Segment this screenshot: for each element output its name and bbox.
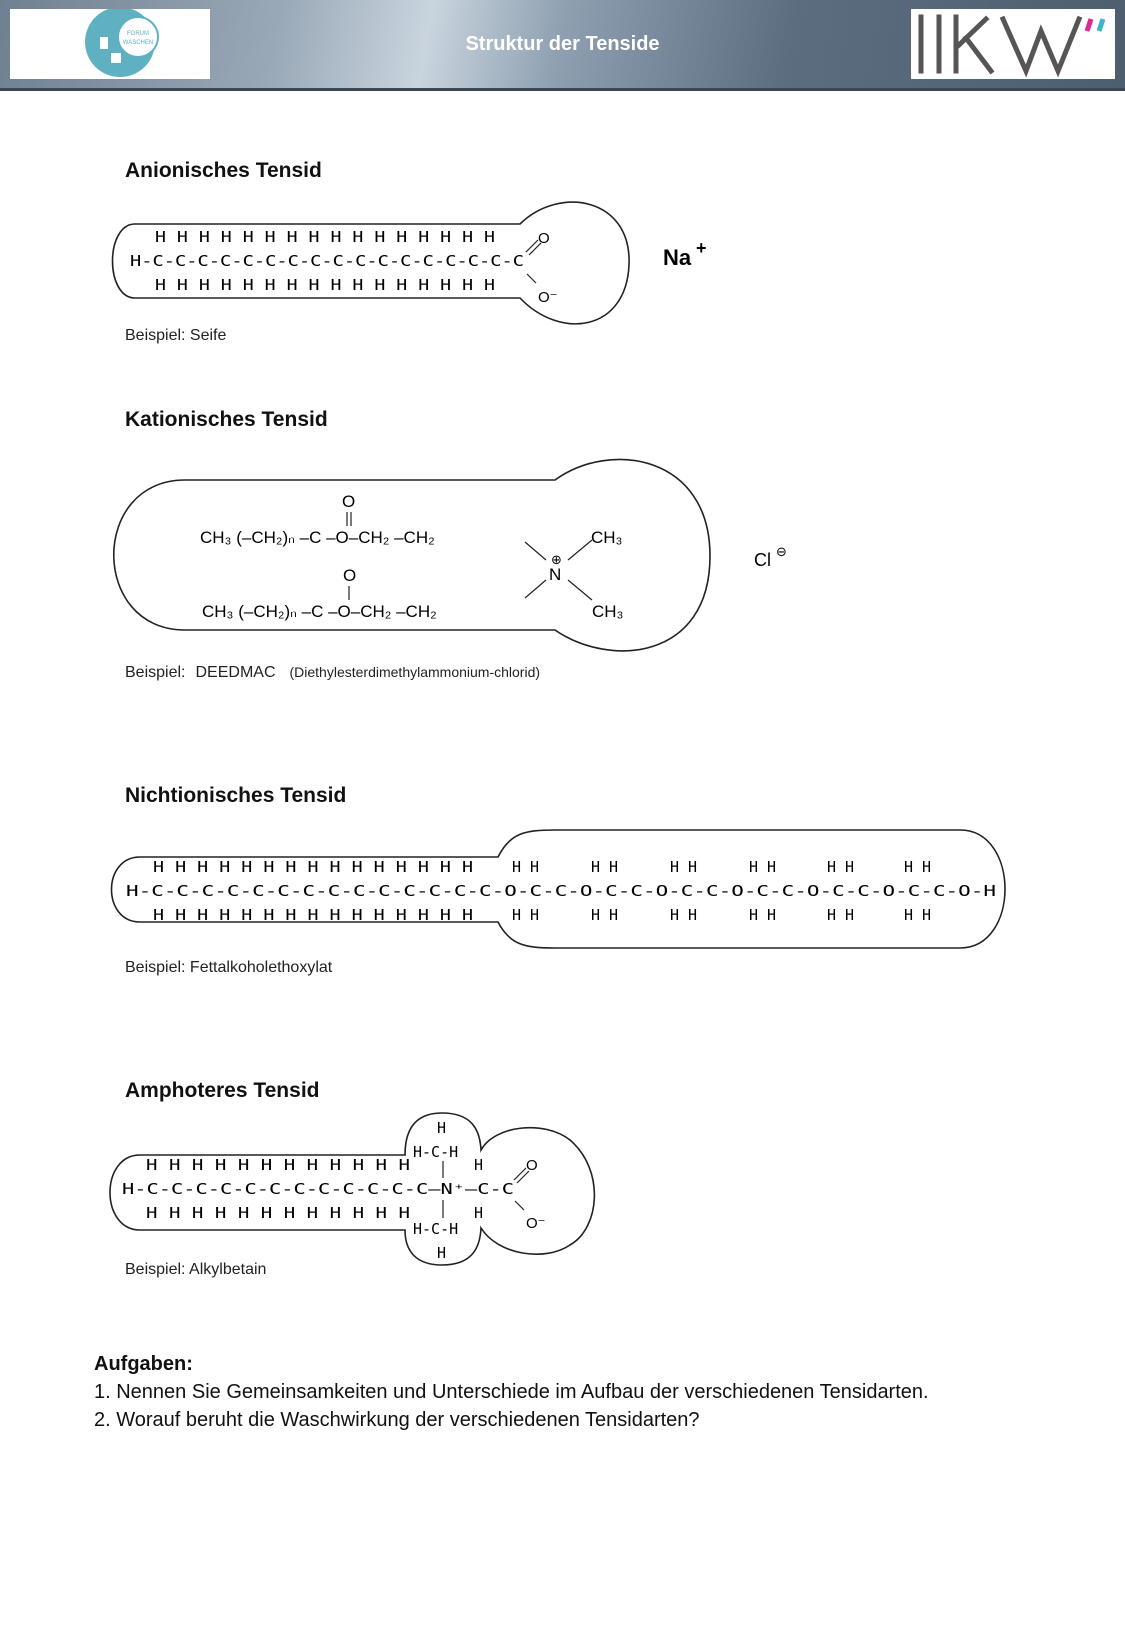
amphoteric-ch2-top-h: H <box>474 1156 484 1174</box>
svg-text:H H: H H <box>512 858 540 876</box>
svg-text:H H: H H <box>904 858 932 876</box>
sodium-charge: + <box>696 238 707 258</box>
svg-text:H H: H H <box>827 858 855 876</box>
example-anionic: Beispiel: Seife <box>125 327 227 344</box>
cationic-lower-ester-chain: CH₃ (–CH₂)ₙ –C –O–CH₂ –CH₂ <box>202 602 437 621</box>
anionic-top-hydrogens: H H H H H H H H H H H H H H H H <box>155 228 495 246</box>
cationic-nitrogen: N <box>549 565 562 584</box>
anionic-carbon-chain: H-C-C-C-C-C-C-C-C-C-C-C-C-C-C-C-C-C <box>130 252 524 270</box>
sodium-ion: Na <box>663 245 692 270</box>
chloride-charge: ⊖ <box>776 545 787 560</box>
amphoteric-chain: H-C-C-C-C-C-C-C-C-C-C-C-C—N⁺—C-C <box>122 1180 514 1198</box>
amphoteric-methyl-bottom-h: H <box>437 1244 447 1262</box>
cationic-methyl-top: CH₃ <box>591 528 623 547</box>
section-title-nonionic: Nichtionisches Tensid <box>125 784 347 807</box>
svg-text:H H: H H <box>749 906 777 924</box>
example-cationic <box>125 664 540 682</box>
cationic-upper-carbonyl-oxygen: O <box>342 492 356 511</box>
nonionic-top-hydrogens: H H H H H H H H H H H H H H H <box>153 858 473 876</box>
amphoteric-oxide: O⁻ <box>526 1215 546 1232</box>
logo-forum-text: FORUM <box>127 31 149 37</box>
nonionic-ethoxylate-chain: H-C-C-C-C-C-C-C-C-C-C-C-C-C-C-O-C-C-O-C-C-O-C-C-O-C-C-O-C-C-O-C-C-O-H <box>126 882 997 900</box>
section-title-cationic: Kationisches Tensid <box>125 408 328 431</box>
svg-text:H H: H H <box>904 906 932 924</box>
anionic-oxygen-double: O <box>538 230 550 247</box>
task-item-2: 2. Worauf beruht die Waschwirkung der verschiedenen Tensidarten? <box>94 1409 700 1431</box>
svg-text:H H: H H <box>670 858 698 876</box>
anionic-oxide: O⁻ <box>538 289 558 306</box>
svg-text:H H: H H <box>591 906 619 924</box>
section-title-amphoteric: Amphoteres Tensid <box>125 1079 320 1102</box>
svg-text:H H: H H <box>670 906 698 924</box>
tasks-title: Aufgaben: <box>94 1353 193 1375</box>
cationic-lower-carbonyl-oxygen: O <box>343 566 357 585</box>
page-title: Struktur der Tenside <box>465 33 660 55</box>
amphoteric-bottom-hydrogens: H H H H H H H H H H H H <box>146 1204 410 1222</box>
cationic-upper-ester-chain: CH₃ (–CH₂)ₙ –C –O–CH₂ –CH₂ <box>200 528 435 547</box>
nonionic-bottom-hydrogens: H H H H H H H H H H H H H H H <box>153 906 473 924</box>
amphoteric-methyl-top-h: H <box>437 1119 447 1137</box>
cationic-methyl-bottom: CH₃ <box>592 602 624 621</box>
svg-text:H H: H H <box>591 858 619 876</box>
example-cationic-name: DEEDMAC <box>195 664 276 681</box>
amphoteric-top-hydrogens: H H H H H H H H H H H H <box>146 1156 410 1174</box>
section-title-anionic: Anionisches Tensid <box>125 159 322 182</box>
amphoteric-methyl-bottom: H-C-H <box>413 1220 459 1238</box>
svg-text:H H: H H <box>827 906 855 924</box>
anionic-bottom-hydrogens: H H H H H H H H H H H H H H H H <box>155 276 495 294</box>
amphoteric-ch2-bottom-h: H <box>474 1204 484 1222</box>
svg-text:H H: H H <box>512 906 540 924</box>
example-nonionic: Beispiel: Fettalkoholethoxylat <box>125 959 333 976</box>
svg-text:H H: H H <box>749 858 777 876</box>
cationic-outline <box>114 459 710 650</box>
example-cationic-detail: (Diethylesterdimethylammonium-chlorid) <box>289 664 541 680</box>
task-item-1: 1. Nennen Sie Gemeinsamkeiten und Unterschiede im Aufbau der verschiedenen Tensidarten. <box>94 1381 929 1403</box>
example-amphoteric: Beispiel: Alkylbetain <box>125 1261 267 1278</box>
chloride-ion: Cl <box>754 550 771 570</box>
example-cationic-label: Beispiel: <box>125 664 186 681</box>
cationic-nitrogen-charge: ⊕ <box>551 553 562 568</box>
tasks-block <box>94 1350 929 1434</box>
logo-waschen-text: WASCHEN <box>122 40 154 46</box>
amphoteric-oxygen-double: O <box>526 1157 538 1174</box>
amphoteric-methyl-top: H-C-H <box>413 1143 459 1161</box>
